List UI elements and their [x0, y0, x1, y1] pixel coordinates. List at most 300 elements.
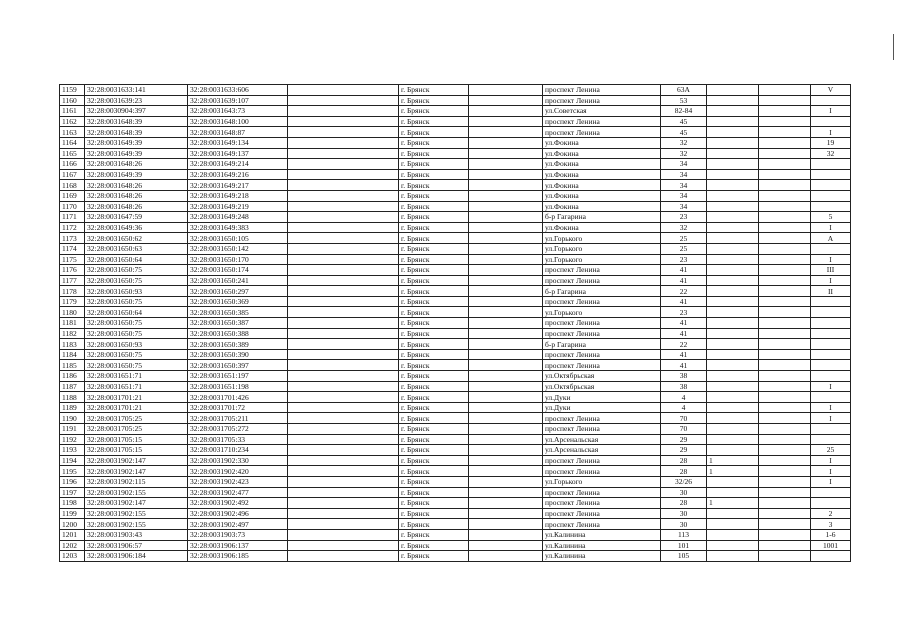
premises-number-cell: 32 [811, 148, 851, 159]
street-cell: ул.Калинина [543, 529, 661, 540]
blank-col-c-cell [759, 201, 811, 212]
blank-col-c-cell [759, 540, 811, 551]
blank-col-a-cell [288, 551, 399, 562]
blank-col-c-cell [759, 254, 811, 265]
blank-col-b-cell [469, 307, 543, 318]
house-number-cell: 41 [661, 275, 707, 286]
city-cell: г. Брянск [399, 127, 469, 138]
blank-col-b-cell [469, 349, 543, 360]
house-number-cell: 34 [661, 169, 707, 180]
street-cell: проспект Ленина [543, 85, 661, 96]
record-number-cell: 1190 [60, 413, 85, 424]
record-number-cell: 1181 [60, 318, 85, 329]
house-number-cell: 32 [661, 148, 707, 159]
blank-col-a-cell [288, 296, 399, 307]
blank-col-b-cell [469, 392, 543, 403]
blank-col-a-cell [288, 445, 399, 456]
blank-col-b-cell [469, 498, 543, 509]
blank-col-a-cell [288, 243, 399, 254]
parcel-cadastral-number-cell: 32:28:0031906:184 [85, 551, 188, 562]
building-number-cell: 1 [707, 466, 759, 477]
building-number-cell [707, 529, 759, 540]
table-row [60, 349, 851, 360]
house-number-cell: 30 [661, 508, 707, 519]
record-number-cell: 1161 [60, 106, 85, 117]
building-number-cell [707, 169, 759, 180]
building-number-cell [707, 148, 759, 159]
table-row [60, 381, 851, 392]
building-number-cell [707, 371, 759, 382]
parcel-cadastral-number-cell: 32:28:0031648:26 [85, 190, 188, 201]
parcel-cadastral-number-cell: 32:28:0031650:93 [85, 286, 188, 297]
table-row [60, 487, 851, 498]
blank-col-b-cell [469, 466, 543, 477]
building-number-cell [707, 339, 759, 350]
building-number-cell [707, 392, 759, 403]
building-number-cell [707, 180, 759, 191]
street-cell: ул.Дуки [543, 392, 661, 403]
premises-number-cell: I [811, 466, 851, 477]
premises-number-cell [811, 498, 851, 509]
object-cadastral-number-cell: 32:28:0031650:397 [188, 360, 288, 371]
building-number-cell: 1 [707, 498, 759, 509]
premises-number-cell: 2 [811, 508, 851, 519]
object-cadastral-number-cell: 32:28:0031649:383 [188, 222, 288, 233]
blank-col-a-cell [288, 487, 399, 498]
city-cell: г. Брянск [399, 137, 469, 148]
building-number-cell: 1 [707, 455, 759, 466]
city-cell: г. Брянск [399, 339, 469, 350]
house-number-cell: 113 [661, 529, 707, 540]
city-cell: г. Брянск [399, 529, 469, 540]
premises-number-cell [811, 180, 851, 191]
house-number-cell: 32/26 [661, 476, 707, 487]
record-number-cell: 1168 [60, 180, 85, 191]
street-cell: ул.Фокина [543, 222, 661, 233]
record-number-cell: 1176 [60, 265, 85, 276]
premises-number-cell [811, 371, 851, 382]
building-number-cell [707, 233, 759, 244]
parcel-cadastral-number-cell: 32:28:0031649:36 [85, 222, 188, 233]
blank-col-a-cell [288, 307, 399, 318]
blank-col-a-cell [288, 275, 399, 286]
table-row [60, 116, 851, 127]
building-number-cell [707, 487, 759, 498]
building-number-cell [707, 402, 759, 413]
blank-col-b-cell [469, 529, 543, 540]
city-cell: г. Брянск [399, 498, 469, 509]
premises-number-cell: А [811, 233, 851, 244]
blank-col-a-cell [288, 222, 399, 233]
blank-col-c-cell [759, 487, 811, 498]
blank-col-a-cell [288, 392, 399, 403]
record-number-cell: 1182 [60, 328, 85, 339]
parcel-cadastral-number-cell: 32:28:0031648:26 [85, 201, 188, 212]
house-number-cell: 4 [661, 392, 707, 403]
object-cadastral-number-cell: 32:28:0031906:137 [188, 540, 288, 551]
city-cell: г. Брянск [399, 190, 469, 201]
premises-number-cell: I [811, 413, 851, 424]
parcel-cadastral-number-cell: 32:28:0031705:25 [85, 424, 188, 435]
record-number-cell: 1201 [60, 529, 85, 540]
parcel-cadastral-number-cell: 32:28:0031903:43 [85, 529, 188, 540]
street-cell: ул.Фокина [543, 180, 661, 191]
house-number-cell: 63А [661, 85, 707, 96]
object-cadastral-number-cell: 32:28:0031650:297 [188, 286, 288, 297]
blank-col-c-cell [759, 424, 811, 435]
building-number-cell [707, 116, 759, 127]
city-cell: г. Брянск [399, 466, 469, 477]
blank-col-b-cell [469, 243, 543, 254]
street-cell: ул.Горького [543, 476, 661, 487]
premises-number-cell [811, 339, 851, 350]
building-number-cell [707, 222, 759, 233]
house-number-cell: 22 [661, 286, 707, 297]
street-cell: проспект Ленина [543, 265, 661, 276]
parcel-cadastral-number-cell: 32:28:0031651:71 [85, 371, 188, 382]
street-cell: проспект Ленина [543, 466, 661, 477]
blank-col-c-cell [759, 466, 811, 477]
premises-number-cell [811, 307, 851, 318]
object-cadastral-number-cell: 32:28:0031648:100 [188, 116, 288, 127]
street-cell: проспект Ленина [543, 275, 661, 286]
blank-col-c-cell [759, 190, 811, 201]
parcel-cadastral-number-cell: 32:28:0031648:26 [85, 180, 188, 191]
street-cell: ул.Фокина [543, 201, 661, 212]
building-number-cell [707, 540, 759, 551]
house-number-cell: 53 [661, 95, 707, 106]
premises-number-cell: 19 [811, 137, 851, 148]
blank-col-a-cell [288, 116, 399, 127]
record-number-cell: 1170 [60, 201, 85, 212]
house-number-cell: 70 [661, 424, 707, 435]
parcel-cadastral-number-cell: 32:28:0031649:39 [85, 137, 188, 148]
street-cell: проспект Ленина [543, 498, 661, 509]
table-row [60, 212, 851, 223]
blank-col-a-cell [288, 127, 399, 138]
house-number-cell: 23 [661, 212, 707, 223]
city-cell: г. Брянск [399, 233, 469, 244]
object-cadastral-number-cell: 32:28:0031651:198 [188, 381, 288, 392]
blank-col-a-cell [288, 212, 399, 223]
house-number-cell: 28 [661, 455, 707, 466]
blank-col-a-cell [288, 95, 399, 106]
premises-number-cell [811, 190, 851, 201]
table-row [60, 424, 851, 435]
city-cell: г. Брянск [399, 275, 469, 286]
record-number-cell: 1202 [60, 540, 85, 551]
object-cadastral-number-cell: 32:28:0031650:369 [188, 296, 288, 307]
parcel-cadastral-number-cell: 32:28:0031906:57 [85, 540, 188, 551]
table-row [60, 413, 851, 424]
record-number-cell: 1192 [60, 434, 85, 445]
object-cadastral-number-cell: 32:28:0031649:214 [188, 159, 288, 170]
city-cell: г. Брянск [399, 201, 469, 212]
city-cell: г. Брянск [399, 445, 469, 456]
parcel-cadastral-number-cell: 32:28:0031650:75 [85, 275, 188, 286]
blank-col-a-cell [288, 413, 399, 424]
blank-col-a-cell [288, 180, 399, 191]
blank-col-c-cell [759, 95, 811, 106]
building-number-cell [707, 275, 759, 286]
table-row [60, 328, 851, 339]
blank-col-b-cell [469, 360, 543, 371]
city-cell: г. Брянск [399, 371, 469, 382]
city-cell: г. Брянск [399, 318, 469, 329]
house-number-cell: 38 [661, 381, 707, 392]
table-row [60, 392, 851, 403]
table-row [60, 180, 851, 191]
house-number-cell: 32 [661, 137, 707, 148]
record-number-cell: 1164 [60, 137, 85, 148]
blank-col-c-cell [759, 148, 811, 159]
house-number-cell: 4 [661, 402, 707, 413]
city-cell: г. Брянск [399, 434, 469, 445]
blank-col-a-cell [288, 159, 399, 170]
city-cell: г. Брянск [399, 106, 469, 117]
city-cell: г. Брянск [399, 349, 469, 360]
premises-number-cell: 5 [811, 212, 851, 223]
building-number-cell [707, 381, 759, 392]
blank-col-a-cell [288, 349, 399, 360]
city-cell: г. Брянск [399, 487, 469, 498]
blank-col-a-cell [288, 233, 399, 244]
blank-col-b-cell [469, 434, 543, 445]
building-number-cell [707, 137, 759, 148]
street-cell: ул.Калинина [543, 551, 661, 562]
object-cadastral-number-cell: 32:28:0031650:142 [188, 243, 288, 254]
street-cell: ул.Горького [543, 254, 661, 265]
city-cell: г. Брянск [399, 540, 469, 551]
blank-col-a-cell [288, 381, 399, 392]
blank-col-b-cell [469, 212, 543, 223]
premises-number-cell [811, 169, 851, 180]
record-number-cell: 1171 [60, 212, 85, 223]
blank-col-b-cell [469, 127, 543, 138]
table-row [60, 551, 851, 562]
record-number-cell: 1175 [60, 254, 85, 265]
blank-col-b-cell [469, 519, 543, 530]
object-cadastral-number-cell: 32:28:0031649:216 [188, 169, 288, 180]
blank-col-c-cell [759, 328, 811, 339]
house-number-cell: 41 [661, 328, 707, 339]
blank-col-a-cell [288, 254, 399, 265]
street-cell: ул.Фокина [543, 137, 661, 148]
record-number-cell: 1185 [60, 360, 85, 371]
building-number-cell [707, 265, 759, 276]
blank-col-b-cell [469, 318, 543, 329]
blank-col-c-cell [759, 212, 811, 223]
table-row [60, 529, 851, 540]
blank-col-b-cell [469, 487, 543, 498]
premises-number-cell [811, 328, 851, 339]
blank-col-c-cell [759, 296, 811, 307]
house-number-cell: 30 [661, 487, 707, 498]
blank-col-c-cell [759, 360, 811, 371]
parcel-cadastral-number-cell: 32:28:0031647:59 [85, 212, 188, 223]
record-number-cell: 1173 [60, 233, 85, 244]
record-number-cell: 1195 [60, 466, 85, 477]
record-number-cell: 1165 [60, 148, 85, 159]
city-cell: г. Брянск [399, 381, 469, 392]
premises-number-cell [811, 95, 851, 106]
record-number-cell: 1162 [60, 116, 85, 127]
building-number-cell [707, 95, 759, 106]
city-cell: г. Брянск [399, 307, 469, 318]
blank-col-c-cell [759, 476, 811, 487]
blank-col-b-cell [469, 540, 543, 551]
house-number-cell: 29 [661, 434, 707, 445]
building-number-cell [707, 254, 759, 265]
record-number-cell: 1184 [60, 349, 85, 360]
blank-col-b-cell [469, 265, 543, 276]
table-row [60, 233, 851, 244]
blank-col-c-cell [759, 159, 811, 170]
table-row [60, 540, 851, 551]
parcel-cadastral-number-cell: 32:28:0031650:75 [85, 296, 188, 307]
object-cadastral-number-cell: 32:28:0031651:197 [188, 371, 288, 382]
blank-col-c-cell [759, 106, 811, 117]
blank-col-c-cell [759, 116, 811, 127]
record-number-cell: 1178 [60, 286, 85, 297]
record-number-cell: 1189 [60, 402, 85, 413]
premises-number-cell: I [811, 254, 851, 265]
parcel-cadastral-number-cell: 32:28:0031650:75 [85, 318, 188, 329]
table-row [60, 286, 851, 297]
building-number-cell [707, 413, 759, 424]
blank-col-a-cell [288, 434, 399, 445]
street-cell: б-р Гагарина [543, 212, 661, 223]
parcel-cadastral-number-cell: 32:28:0031902:147 [85, 466, 188, 477]
table-row [60, 519, 851, 530]
premises-number-cell: I [811, 381, 851, 392]
parcel-cadastral-number-cell: 32:28:0031649:39 [85, 148, 188, 159]
blank-col-a-cell [288, 466, 399, 477]
blank-col-c-cell [759, 413, 811, 424]
parcel-cadastral-number-cell: 32:28:0031649:39 [85, 169, 188, 180]
record-number-cell: 1199 [60, 508, 85, 519]
object-cadastral-number-cell: 32:28:0031902:497 [188, 519, 288, 530]
building-number-cell [707, 127, 759, 138]
parcel-cadastral-number-cell: 32:28:0031902:155 [85, 508, 188, 519]
house-number-cell: 29 [661, 445, 707, 456]
blank-col-c-cell [759, 127, 811, 138]
house-number-cell: 34 [661, 159, 707, 170]
house-number-cell: 38 [661, 371, 707, 382]
record-number-cell: 1174 [60, 243, 85, 254]
building-number-cell [707, 159, 759, 170]
table-row [60, 275, 851, 286]
table-row [60, 498, 851, 509]
street-cell: ул.Горького [543, 243, 661, 254]
blank-col-a-cell [288, 265, 399, 276]
premises-number-cell [811, 551, 851, 562]
parcel-cadastral-number-cell: 32:28:0031650:93 [85, 339, 188, 350]
building-number-cell [707, 85, 759, 96]
building-number-cell [707, 424, 759, 435]
parcel-cadastral-number-cell: 32:28:0031705:15 [85, 445, 188, 456]
blank-col-c-cell [759, 307, 811, 318]
blank-col-a-cell [288, 190, 399, 201]
premises-number-cell: III [811, 265, 851, 276]
blank-col-b-cell [469, 476, 543, 487]
table-row [60, 445, 851, 456]
premises-number-cell: 1001 [811, 540, 851, 551]
parcel-cadastral-number-cell: 32:28:0031705:15 [85, 434, 188, 445]
object-cadastral-number-cell: 32:28:0031649:219 [188, 201, 288, 212]
street-cell: проспект Ленина [543, 413, 661, 424]
street-cell: проспект Ленина [543, 519, 661, 530]
premises-number-cell [811, 434, 851, 445]
table-row [60, 296, 851, 307]
street-cell: ул.Арсенальская [543, 434, 661, 445]
house-number-cell: 28 [661, 466, 707, 477]
blank-col-a-cell [288, 476, 399, 487]
record-number-cell: 1183 [60, 339, 85, 350]
house-number-cell: 70 [661, 413, 707, 424]
record-number-cell: 1177 [60, 275, 85, 286]
building-number-cell [707, 551, 759, 562]
record-number-cell: 1163 [60, 127, 85, 138]
table-row [60, 360, 851, 371]
house-number-cell: 82-84 [661, 106, 707, 117]
street-cell: проспект Ленина [543, 360, 661, 371]
blank-col-c-cell [759, 371, 811, 382]
blank-col-a-cell [288, 402, 399, 413]
table-row [60, 476, 851, 487]
city-cell: г. Брянск [399, 169, 469, 180]
city-cell: г. Брянск [399, 402, 469, 413]
object-cadastral-number-cell: 32:28:0031649:218 [188, 190, 288, 201]
blank-col-b-cell [469, 169, 543, 180]
city-cell: г. Брянск [399, 328, 469, 339]
street-cell: проспект Ленина [543, 455, 661, 466]
city-cell: г. Брянск [399, 254, 469, 265]
record-number-cell: 1180 [60, 307, 85, 318]
record-number-cell: 1179 [60, 296, 85, 307]
blank-col-a-cell [288, 169, 399, 180]
building-number-cell [707, 212, 759, 223]
city-cell: г. Брянск [399, 95, 469, 106]
object-cadastral-number-cell: 32:28:0031902:496 [188, 508, 288, 519]
record-number-cell: 1196 [60, 476, 85, 487]
street-cell: ул.Фокина [543, 148, 661, 159]
blank-col-b-cell [469, 116, 543, 127]
blank-col-a-cell [288, 328, 399, 339]
record-number-cell: 1167 [60, 169, 85, 180]
premises-number-cell [811, 243, 851, 254]
premises-number-cell: 25 [811, 445, 851, 456]
object-cadastral-number-cell: 32:28:0031701:72 [188, 402, 288, 413]
premises-number-cell: 1-6 [811, 529, 851, 540]
parcel-cadastral-number-cell: 32:28:0031650:75 [85, 349, 188, 360]
city-cell: г. Брянск [399, 116, 469, 127]
blank-col-c-cell [759, 498, 811, 509]
parcel-cadastral-number-cell: 32:28:0031648:26 [85, 159, 188, 170]
house-number-cell: 41 [661, 318, 707, 329]
premises-number-cell: I [811, 476, 851, 487]
table-row [60, 254, 851, 265]
street-cell: ул.Дуки [543, 402, 661, 413]
record-number-cell: 1193 [60, 445, 85, 456]
object-cadastral-number-cell: 32:28:0031906:185 [188, 551, 288, 562]
blank-col-a-cell [288, 137, 399, 148]
street-cell: проспект Ленина [543, 95, 661, 106]
blank-col-c-cell [759, 137, 811, 148]
blank-col-a-cell [288, 508, 399, 519]
parcel-cadastral-number-cell: 32:28:0031701:21 [85, 392, 188, 403]
blank-col-c-cell [759, 180, 811, 191]
